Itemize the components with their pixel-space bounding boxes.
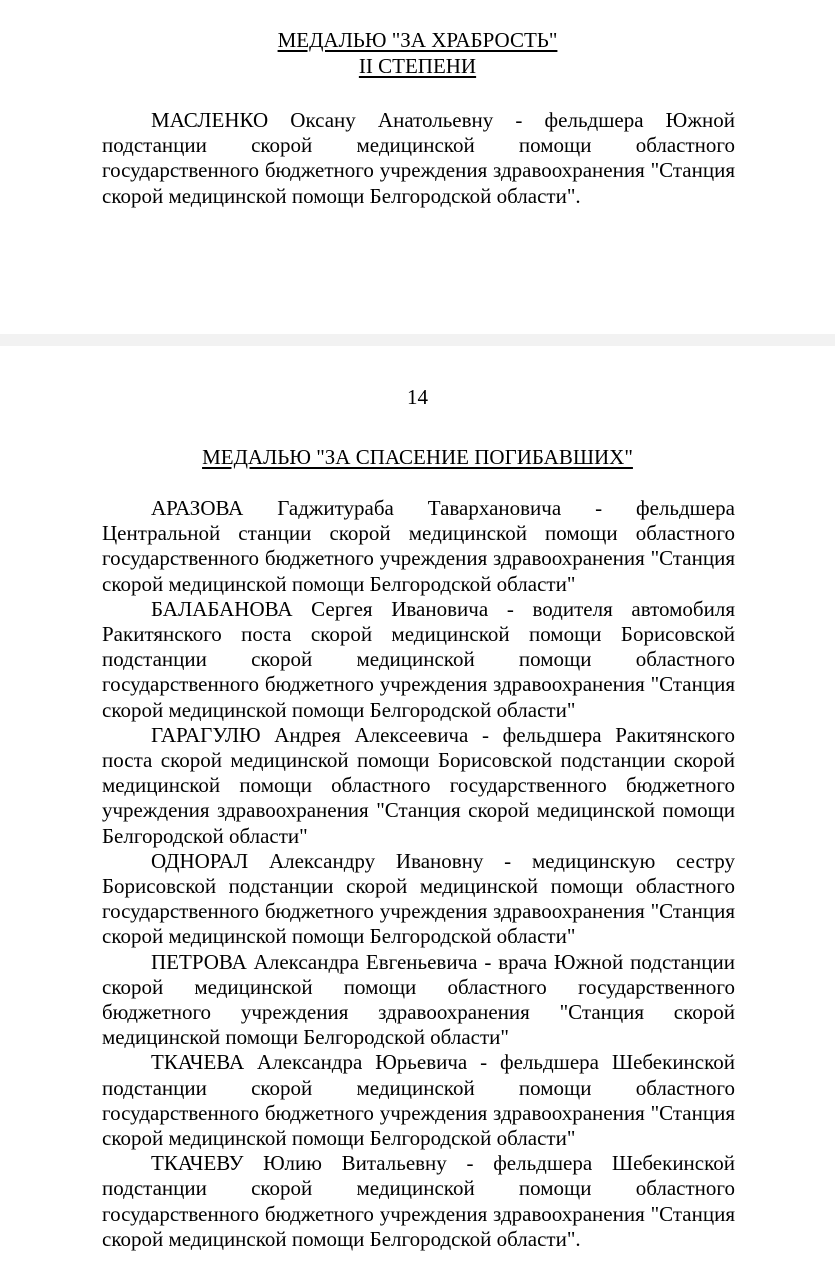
award-entry: ПЕТРОВА Александра Евгеньевича - врача Южной подстанции скорой медицинской помощи областного государственного бюджетного учреждения здравоохранения "Станция скорой медицинской помощи Белгородской области" xyxy=(102,949,735,1050)
page-separator xyxy=(0,334,835,346)
document-page-top xyxy=(0,0,835,334)
award-heading-bravery: МЕДАЛЬЮ "ЗА ХРАБРОСТЬ" xyxy=(277,28,558,52)
award-entry: МАСЛЕНКО Оксану Анатольевну - фельдшера Южной подстанции скорой медицинской помощи областного государственного бюджетного учреждения здравоохранения "Станция скорой медицинской помощи Белгородской области". xyxy=(102,108,735,208)
document-page-bottom xyxy=(0,346,835,1280)
award-entry: ГАРАГУЛЮ Андрея Алексеевича - фельдшера Ракитянского поста скорой медицинской помощи Борисовской подстанции скорой медицинской помощи областного государственного бюджетного учреждения здравоохранения "Станция скорой медицинской помощи Белгородской области" xyxy=(102,722,735,848)
award-entry: АРАЗОВА Гаджитураба Тавархановича - фельдшера Центральной станции скорой медицинской помощи областного государственного бюджетного учреждения здравоохранения "Станция скорой медицинской помощи Белгородской области" xyxy=(102,496,735,596)
award-heading-rescue: МЕДАЛЬЮ "ЗА СПАСЕНИЕ ПОГИБАВШИХ" xyxy=(202,445,633,469)
award-list-bravery xyxy=(102,108,735,209)
award-heading-degree: II СТЕПЕНИ xyxy=(358,54,477,78)
award-entry: ТКАЧЕВА Александра Юрьевича - фельдшера Шебекинской подстанции скорой медицинской помощи областного государственного бюджетного учреждения здравоохранения "Станция скорой медицинской помощи Белгородской области" xyxy=(102,1050,735,1151)
award-entry: ТКАЧЕВУ Юлию Витальевну - фельдшера Шебекинской подстанции скорой медицинской помощи областного государственного бюджетного учреждения здравоохранения "Станция скорой медицинской помощи Белгородской области". xyxy=(102,1151,735,1251)
page-number: 14 xyxy=(407,385,428,409)
award-entry: БАЛАБАНОВА Сергея Ивановича - водителя автомобиля Ракитянского поста скорой медицинской помощи Борисовской подстанции скорой медицинской помощи областного государственного бюджетного учреждения здравоохранения "Станция скорой медицинской помощи Белгородской области" xyxy=(102,596,735,722)
award-list-rescue xyxy=(102,496,735,1252)
award-entry: ОДНОРАЛ Александру Ивановну - медицинскую сестру Борисовской подстанции скорой медицинской помощи областного государственного бюджетного учреждения здравоохранения "Станция скорой медицинской помощи Белгородской области" xyxy=(102,848,735,949)
